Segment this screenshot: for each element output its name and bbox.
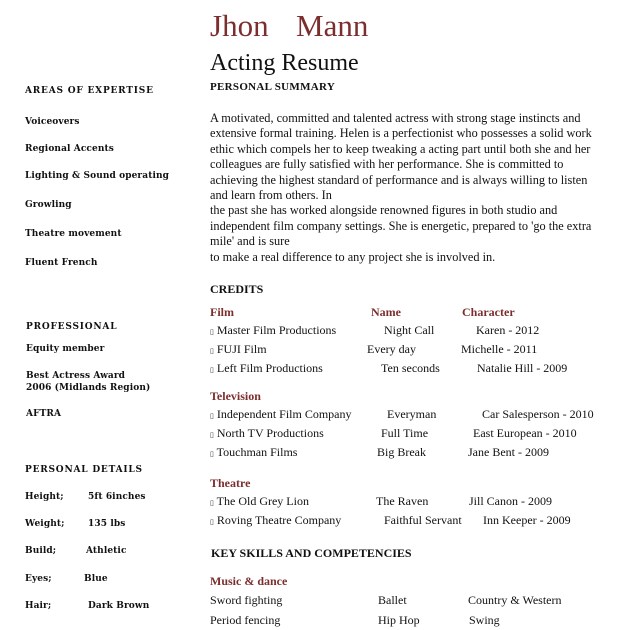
summary-line: extensive formal training. Helen is a perfectionist who possesses a solid work [210, 126, 592, 141]
character: Jane Bent - 2009 [468, 445, 549, 459]
detail-label: Build; [25, 546, 57, 556]
expertise-heading: AREAS OF EXPERTISE [25, 86, 154, 96]
expertise-item: Theatre movement [25, 229, 122, 239]
character: Jill Canon - 2009 [469, 494, 552, 508]
role-name: Big Break [377, 445, 426, 459]
skill-item: Country & Western [468, 593, 562, 607]
credit-row [210, 324, 336, 336]
skills-heading: KEY SKILLS AND COMPETENCIES [211, 546, 412, 560]
bullet-icon: ▯ [210, 412, 214, 420]
character: Car Salesperson - 2010 [482, 407, 594, 421]
bullet-icon: ▯ [210, 366, 214, 374]
company: Touchman Films [216, 445, 298, 459]
bullet-icon: ▯ [210, 518, 214, 526]
character: Natalie Hill - 2009 [477, 361, 568, 375]
summary-line: achieving the highest standard of performance and is always willing to listen [210, 172, 588, 187]
credit-row [210, 362, 323, 374]
summary-line: and learn from others. In [210, 188, 332, 203]
first-name: Jhon [210, 8, 269, 43]
credit-row [210, 514, 341, 526]
professional-item: Best Actress Award [26, 371, 126, 381]
expertise-item: Regional Accents [25, 144, 114, 154]
summary-heading: PERSONAL SUMMARY [210, 81, 336, 93]
bullet-icon: ▯ [210, 499, 214, 507]
character-column-heading: Character [462, 305, 515, 319]
detail-value: 135 lbs [88, 519, 126, 529]
summary-line: the past she has worked alongside renowned figures in both studio and [210, 203, 558, 218]
summary-line: to make a real difference to any project she is involved in. [210, 249, 496, 264]
summary-line: ethic which compels her to keep tweaking a acting part until both she and her [210, 141, 591, 156]
expertise-item: Growling [25, 200, 72, 210]
company: North TV Productions [216, 426, 324, 440]
skill-item: Period fencing [210, 613, 281, 627]
bullet-icon: ▯ [210, 450, 214, 458]
expertise-item: Voiceovers [25, 117, 80, 127]
company: Left Film Productions [216, 361, 323, 375]
role-name: Faithful Servant [384, 513, 462, 527]
expertise-item: Lighting & Sound operating [25, 171, 170, 181]
credit-row [210, 446, 297, 458]
theatre-heading: Theatre [210, 476, 251, 490]
film-heading: Film [210, 305, 234, 319]
summary-text [210, 111, 620, 265]
summary-line: A motivated, committed and talented actress with strong stage instincts and [210, 111, 581, 125]
detail-value: 5ft 6inches [88, 492, 146, 502]
detail-label: Hair; [25, 601, 52, 611]
summary-line: colleagues are fully satisfied with her performance. She is committed to [210, 157, 564, 172]
bullet-icon: ▯ [210, 347, 214, 355]
character: Inn Keeper - 2009 [483, 513, 571, 527]
role-name: Ten seconds [381, 361, 440, 375]
company: FUJI Film [216, 342, 267, 356]
company: The Old Grey Lion [216, 494, 309, 508]
name-column-heading: Name [371, 305, 401, 319]
detail-label: Height; [25, 492, 64, 502]
skill-item: Hip Hop [378, 613, 420, 627]
detail-value: Athletic [86, 546, 127, 556]
detail-label: Eyes; [25, 574, 52, 584]
detail-value: Blue [84, 574, 108, 584]
company: Roving Theatre Company [216, 513, 342, 527]
music-dance-heading: Music & dance [210, 574, 288, 588]
credit-row [210, 408, 352, 420]
summary-line: mile' and is sure [210, 234, 290, 249]
company: Independent Film Company [216, 407, 352, 421]
role-name: The Raven [376, 494, 429, 508]
role-name: Full Time [381, 426, 429, 440]
role-name: Everyman [387, 407, 437, 421]
skill-item: Sword fighting [210, 593, 283, 607]
character: Karen - 2012 [476, 323, 540, 337]
bullet-icon: ▯ [210, 328, 214, 336]
detail-label: Weight; [25, 519, 65, 529]
role-name: Every day [367, 342, 416, 356]
skill-item: Swing [469, 613, 500, 627]
professional-item: Equity member [26, 344, 105, 354]
resume-title: Acting Resume [210, 50, 359, 76]
credit-row [210, 343, 267, 355]
credit-row [210, 495, 309, 507]
professional-item: AFTRA [26, 409, 62, 419]
role-name: Night Call [384, 323, 435, 337]
skill-item: Ballet [378, 593, 407, 607]
professional-item: 2006 (Midlands Region) [26, 383, 151, 393]
character: East European - 2010 [473, 426, 577, 440]
character: Michelle - 2011 [461, 342, 538, 356]
expertise-item: Fluent French [25, 258, 98, 268]
credits-heading: CREDITS [210, 282, 264, 296]
last-name: Mann [296, 8, 369, 43]
television-heading: Television [210, 389, 261, 403]
bullet-icon: ▯ [210, 431, 214, 439]
company: Master Film Productions [216, 323, 337, 337]
personal-details-heading: PERSONAL DETAILS [25, 465, 143, 475]
professional-heading: PROFESSIONAL [26, 322, 118, 332]
summary-line: independent film company settings. She is energetic, prepared to 'go the extra [210, 218, 592, 233]
credit-row [210, 427, 324, 439]
detail-value: Dark Brown [88, 601, 150, 611]
